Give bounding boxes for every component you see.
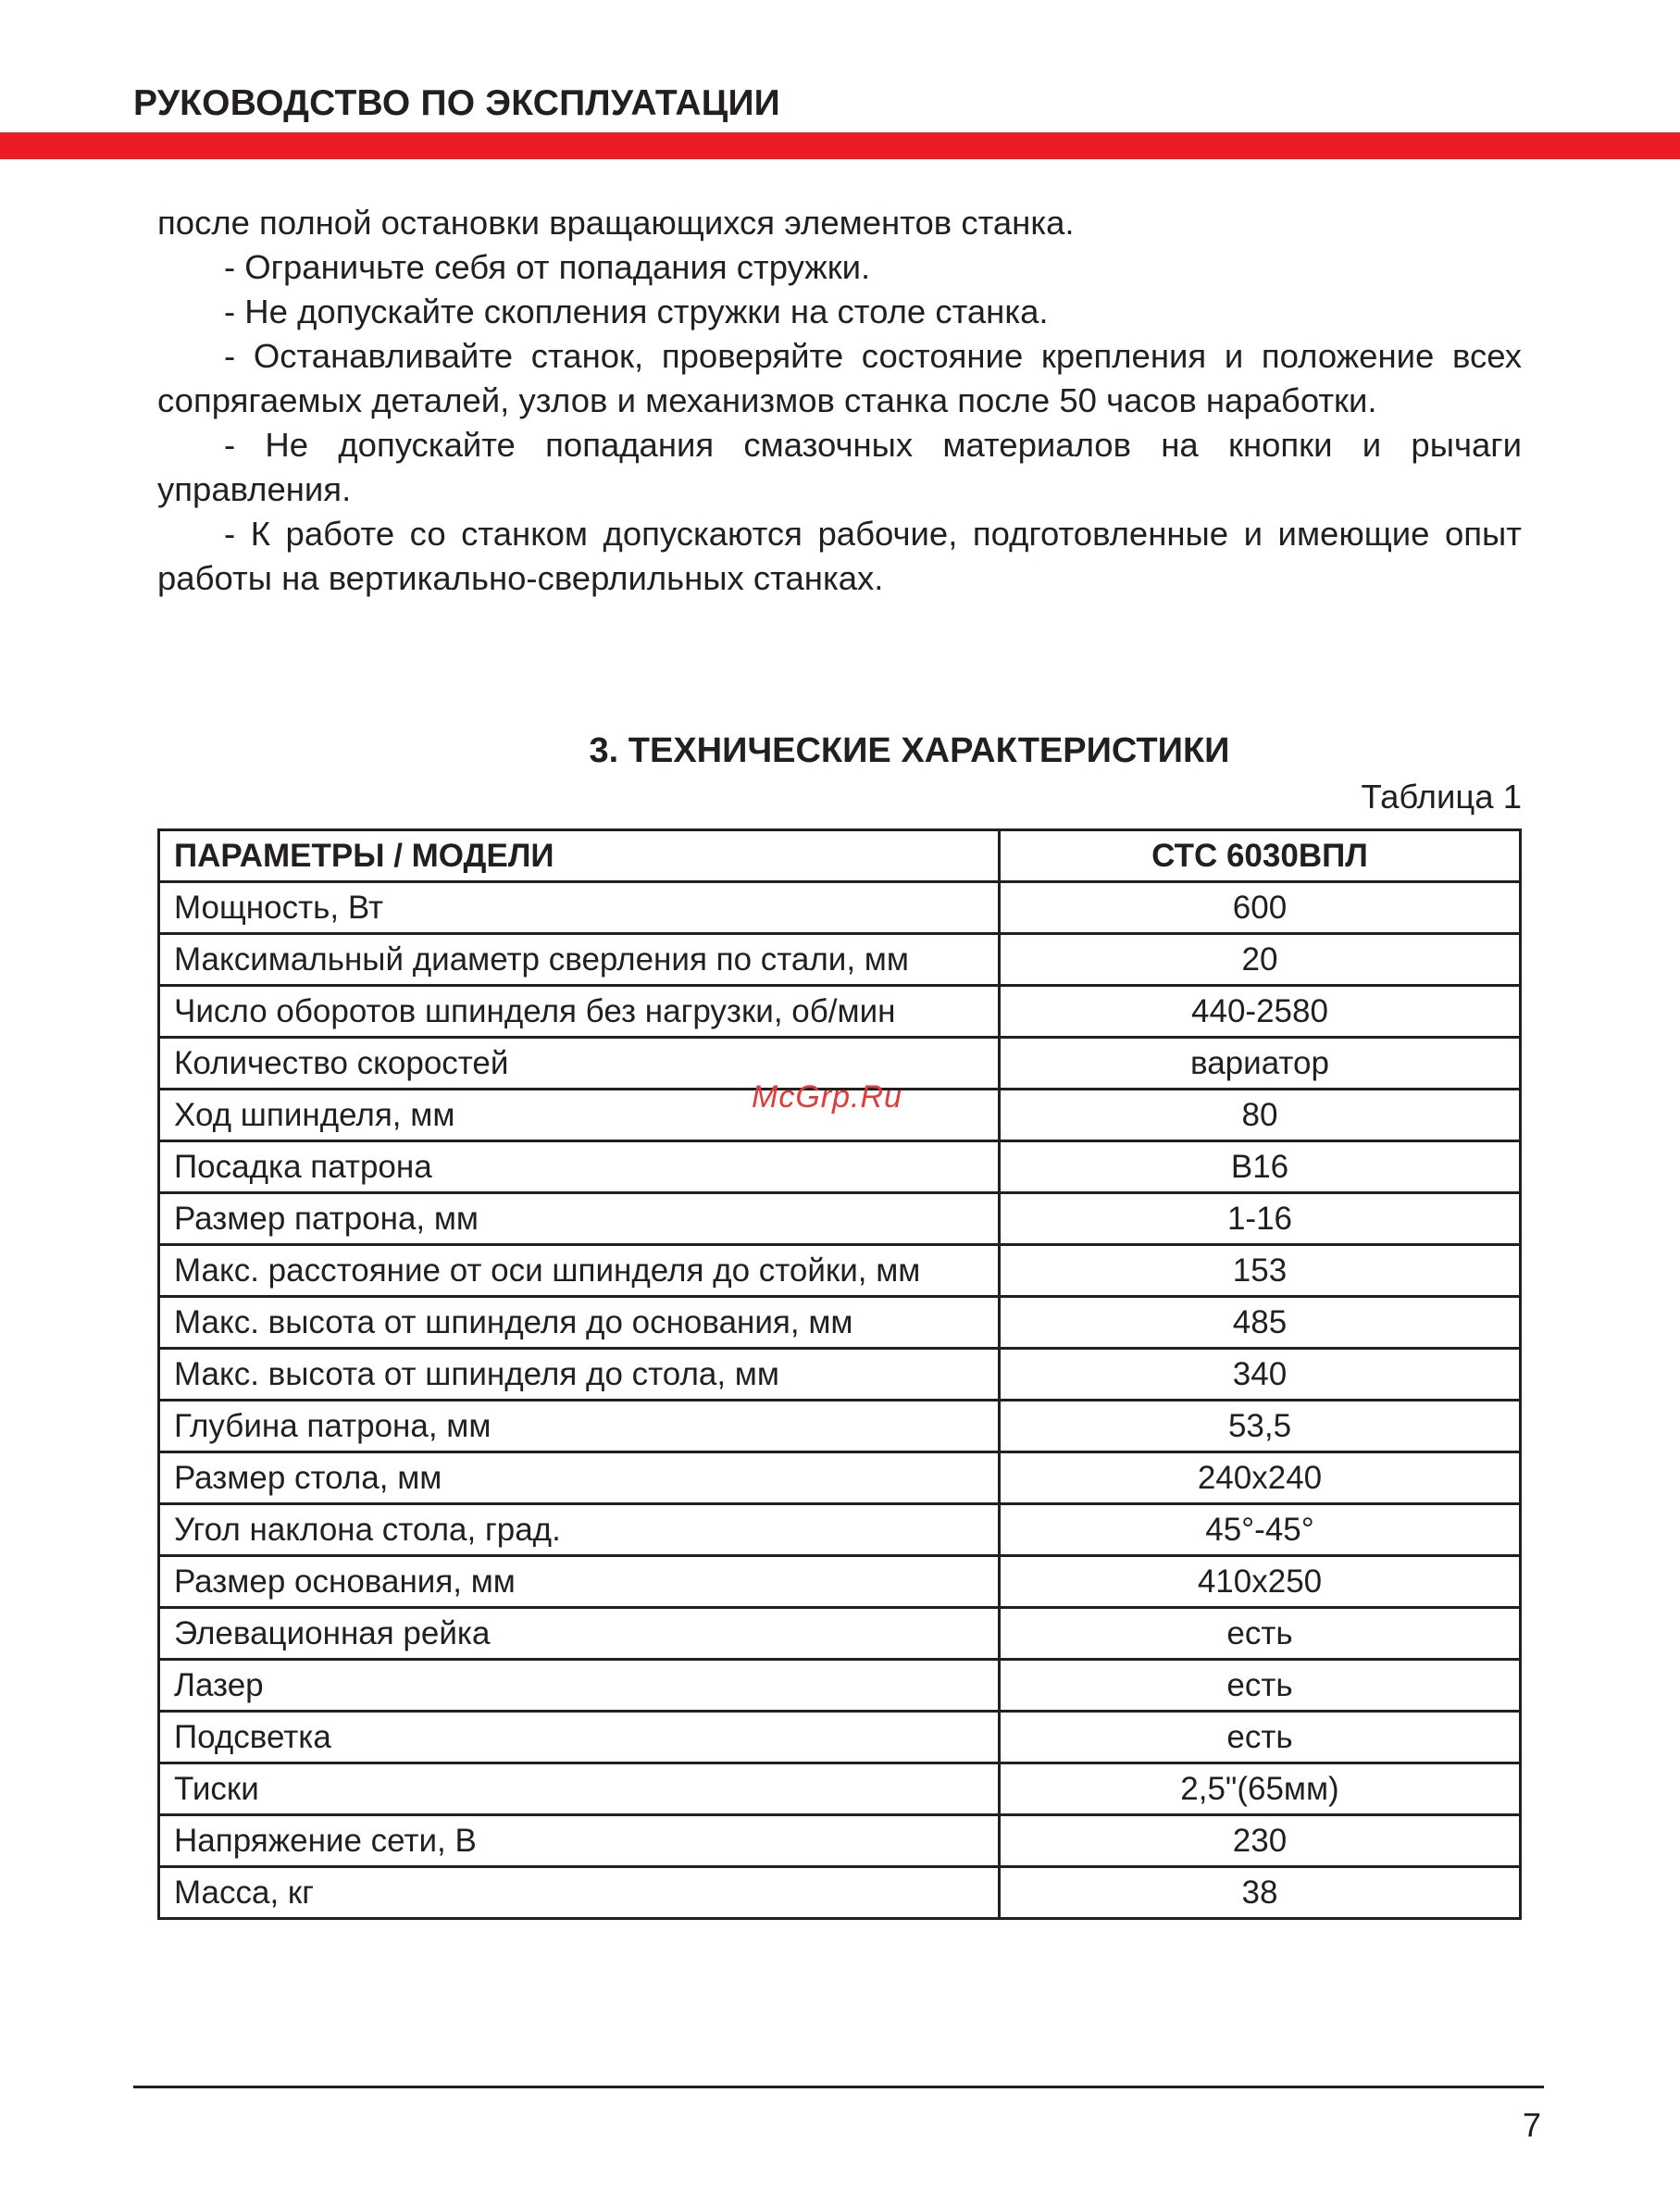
value-cell: 485 <box>1000 1297 1521 1349</box>
param-cell: Масса, кг <box>159 1867 1000 1919</box>
table-row <box>159 986 1521 1038</box>
watermark: McGrp.Ru <box>752 1079 902 1115</box>
page-header-title: РУКОВОДСТВО ПО ЭКСПЛУАТАЦИИ <box>133 83 780 123</box>
value-cell: 2,5"(65мм) <box>1000 1763 1521 1815</box>
param-cell: Размер стола, мм <box>159 1452 1000 1504</box>
param-cell: Макс. высота от шпинделя до стола, мм <box>159 1349 1000 1401</box>
footer-divider <box>133 2086 1544 2088</box>
param-cell: Макс. высота от шпинделя до основания, мм <box>159 1297 1000 1349</box>
body-paragraph: - Ограничьте себя от попадания стружки. <box>224 248 871 286</box>
param-cell: Максимальный диаметр сверления по стали, мм <box>159 934 1000 986</box>
header-param-cell: ПАРАМЕТРЫ / МОДЕЛИ <box>159 830 1000 882</box>
value-cell: есть <box>1000 1712 1521 1763</box>
param-cell: Размер патрона, мм <box>159 1193 1000 1245</box>
value-cell: 80 <box>1000 1090 1521 1141</box>
table-row <box>159 882 1521 934</box>
page-number: 7 <box>1522 2106 1541 2144</box>
header-red-bar <box>0 132 1680 159</box>
body-paragraph: - К работе со станком допускаются рабочие, подготовленные и имеющие опыт работы на вертикально-сверлильных станках. <box>157 515 1522 597</box>
value-cell: В16 <box>1000 1141 1521 1193</box>
body-text <box>157 201 1522 601</box>
table-row <box>159 1660 1521 1712</box>
param-cell: Число оборотов шпинделя без нагрузки, об/мин <box>159 986 1000 1038</box>
header-model-cell: СТС 6030ВПЛ <box>1000 830 1521 882</box>
param-cell: Макс. расстояние от оси шпинделя до стойки, мм <box>159 1245 1000 1297</box>
param-cell: Элевационная рейка <box>159 1608 1000 1660</box>
body-paragraph: - Не допускайте попадания смазочных материалов на кнопки и рычаги управления. <box>157 426 1522 508</box>
param-cell: Мощность, Вт <box>159 882 1000 934</box>
table-row <box>159 1349 1521 1401</box>
param-cell: Количество скоростей <box>159 1038 1000 1090</box>
value-cell: 38 <box>1000 1867 1521 1919</box>
param-cell: Размер основания, мм <box>159 1556 1000 1608</box>
table-row <box>159 1193 1521 1245</box>
value-cell: 230 <box>1000 1815 1521 1867</box>
value-cell: 1-16 <box>1000 1193 1521 1245</box>
value-cell: 440-2580 <box>1000 986 1521 1038</box>
table-row <box>159 1245 1521 1297</box>
table-row <box>159 1504 1521 1556</box>
param-cell: Посадка патрона <box>159 1141 1000 1193</box>
value-cell: 340 <box>1000 1349 1521 1401</box>
value-cell: вариатор <box>1000 1038 1521 1090</box>
table-header-row <box>159 830 1521 882</box>
param-cell: Лазер <box>159 1660 1000 1712</box>
value-cell: есть <box>1000 1608 1521 1660</box>
table-row <box>159 1297 1521 1349</box>
body-paragraph: после полной остановки вращающихся элементов станка. <box>157 204 1075 242</box>
body-paragraph: - Не допускайте скопления стружки на столе станка. <box>224 293 1049 330</box>
section-title: 3. ТЕХНИЧЕСКИЕ ХАРАКТЕРИСТИКИ <box>589 731 1230 770</box>
body-paragraph: - Останавливайте станок, проверяйте состояние крепления и положение всех сопрягаемых деталей, узлов и механизмов станка после 50 часов наработки. <box>157 337 1522 419</box>
param-cell: Тиски <box>159 1763 1000 1815</box>
value-cell: 53,5 <box>1000 1401 1521 1452</box>
param-cell: Глубина патрона, мм <box>159 1401 1000 1452</box>
table-row <box>159 934 1521 986</box>
param-cell: Угол наклона стола, град. <box>159 1504 1000 1556</box>
value-cell: 153 <box>1000 1245 1521 1297</box>
value-cell: есть <box>1000 1660 1521 1712</box>
table-row <box>159 1867 1521 1919</box>
spec-table <box>157 828 1522 1920</box>
table-caption: Таблица 1 <box>1361 778 1522 816</box>
table-row <box>159 1815 1521 1867</box>
table-row <box>159 1763 1521 1815</box>
table-row <box>159 1712 1521 1763</box>
table-row <box>159 1608 1521 1660</box>
param-cell: Ход шпинделя, мм <box>159 1090 1000 1141</box>
table-row <box>159 1452 1521 1504</box>
table-row <box>159 1556 1521 1608</box>
table-row <box>159 1401 1521 1452</box>
param-cell: Подсветка <box>159 1712 1000 1763</box>
param-cell: Напряжение сети, В <box>159 1815 1000 1867</box>
value-cell: 240х240 <box>1000 1452 1521 1504</box>
value-cell: 45°-45° <box>1000 1504 1521 1556</box>
value-cell: 600 <box>1000 882 1521 934</box>
value-cell: 410х250 <box>1000 1556 1521 1608</box>
value-cell: 20 <box>1000 934 1521 986</box>
table-row <box>159 1141 1521 1193</box>
